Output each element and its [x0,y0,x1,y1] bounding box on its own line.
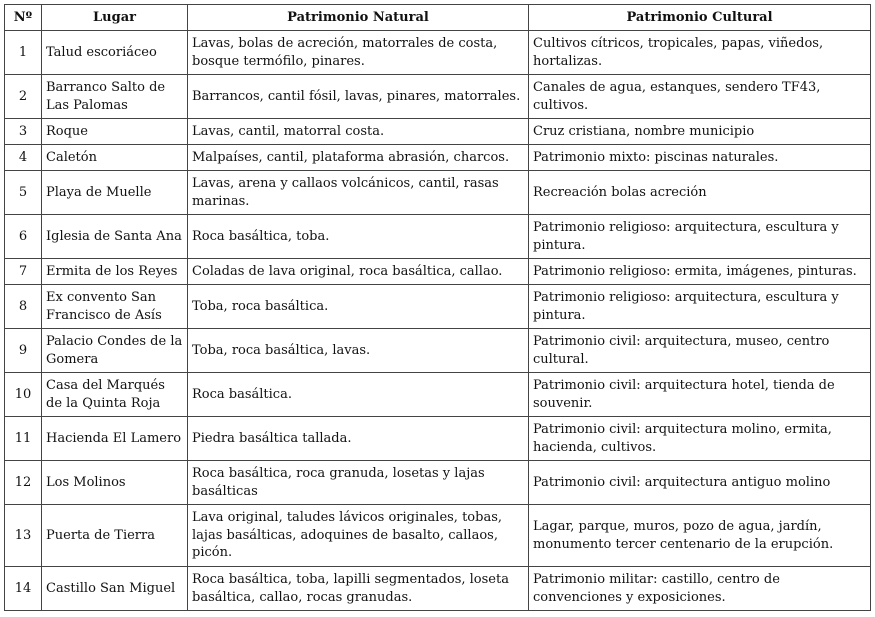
row-cultural: Patrimonio civil: arquitectura hotel, tienda de souvenir. [529,373,871,417]
row-lugar: Iglesia de Santa Ana [42,215,188,259]
row-cultural: Patrimonio mixto: piscinas naturales. [529,145,871,171]
table-row [5,259,871,285]
row-lugar: Barranco Salto de Las Palomas [42,75,188,119]
row-num: 3 [5,119,42,145]
row-num: 9 [5,329,42,373]
header-cultural: Patrimonio Cultural [529,5,871,31]
row-num: 8 [5,285,42,329]
heritage-table [4,4,871,611]
row-natural: Toba, roca basáltica. [188,285,529,329]
header-num: Nº [5,5,42,31]
row-num: 10 [5,373,42,417]
row-natural: Coladas de lava original, roca basáltica, callao. [188,259,529,285]
row-natural: Piedra basáltica tallada. [188,417,529,461]
row-natural: Lavas, cantil, matorral costa. [188,119,529,145]
row-cultural: Patrimonio religioso: arquitectura, escultura y pintura. [529,215,871,259]
row-cultural: Patrimonio civil: arquitectura molino, ermita, hacienda, cultivos. [529,417,871,461]
table-row [5,119,871,145]
row-natural: Roca basáltica, roca granuda, losetas y lajas basálticas [188,461,529,505]
row-lugar: Castillo San Miguel [42,567,188,611]
table-row [5,145,871,171]
row-cultural: Patrimonio civil: arquitectura, museo, centro cultural. [529,329,871,373]
row-lugar: Hacienda El Lamero [42,417,188,461]
table-row [5,171,871,215]
row-num: 13 [5,505,42,567]
row-lugar: Puerta de Tierra [42,505,188,567]
table-row [5,31,871,75]
row-cultural: Patrimonio civil: arquitectura antiguo molino [529,461,871,505]
row-lugar: Caletón [42,145,188,171]
table-row [5,567,871,611]
row-natural: Lavas, arena y callaos volcánicos, cantil, rasas marinas. [188,171,529,215]
header-natural: Patrimonio Natural [188,5,529,31]
row-num: 2 [5,75,42,119]
row-natural: Roca basáltica. [188,373,529,417]
header-row [5,5,871,31]
row-cultural: Canales de agua, estanques, sendero TF43, cultivos. [529,75,871,119]
row-lugar: Casa del Marqués de la Quinta Roja [42,373,188,417]
row-num: 1 [5,31,42,75]
row-cultural: Patrimonio militar: castillo, centro de convenciones y exposiciones. [529,567,871,611]
row-num: 12 [5,461,42,505]
row-natural: Malpaíses, cantil, plataforma abrasión, charcos. [188,145,529,171]
row-lugar: Roque [42,119,188,145]
table-row [5,75,871,119]
table-row [5,329,871,373]
row-natural: Barrancos, cantil fósil, lavas, pinares, matorrales. [188,75,529,119]
row-natural: Toba, roca basáltica, lavas. [188,329,529,373]
row-lugar: Talud escoriáceo [42,31,188,75]
table-row [5,285,871,329]
row-num: 7 [5,259,42,285]
row-natural: Lavas, bolas de acreción, matorrales de costa, bosque termófilo, pinares. [188,31,529,75]
row-cultural: Patrimonio religioso: ermita, imágenes, pinturas. [529,259,871,285]
row-natural: Lava original, taludes lávicos originales, tobas, lajas basálticas, adoquines de basalto, callaos, picón. [188,505,529,567]
row-cultural: Lagar, parque, muros, pozo de agua, jardín, monumento tercer centenario de la erupción. [529,505,871,567]
row-cultural: Patrimonio religioso: arquitectura, escultura y pintura. [529,285,871,329]
row-cultural: Cruz cristiana, nombre municipio [529,119,871,145]
row-natural: Roca basáltica, toba, lapilli segmentados, loseta basáltica, callao, rocas granudas. [188,567,529,611]
row-cultural: Cultivos cítricos, tropicales, papas, viñedos, hortalizas. [529,31,871,75]
row-lugar: Palacio Condes de la Gomera [42,329,188,373]
row-num: 14 [5,567,42,611]
row-lugar: Playa de Muelle [42,171,188,215]
table-row [5,505,871,567]
table-row [5,373,871,417]
row-num: 5 [5,171,42,215]
row-lugar: Los Molinos [42,461,188,505]
row-lugar: Ex convento San Francisco de Asís [42,285,188,329]
row-cultural: Recreación bolas acreción [529,171,871,215]
table-row [5,417,871,461]
row-num: 6 [5,215,42,259]
header-lugar: Lugar [42,5,188,31]
row-num: 4 [5,145,42,171]
row-lugar: Ermita de los Reyes [42,259,188,285]
table-row [5,461,871,505]
table-row [5,215,871,259]
row-natural: Roca basáltica, toba. [188,215,529,259]
row-num: 11 [5,417,42,461]
